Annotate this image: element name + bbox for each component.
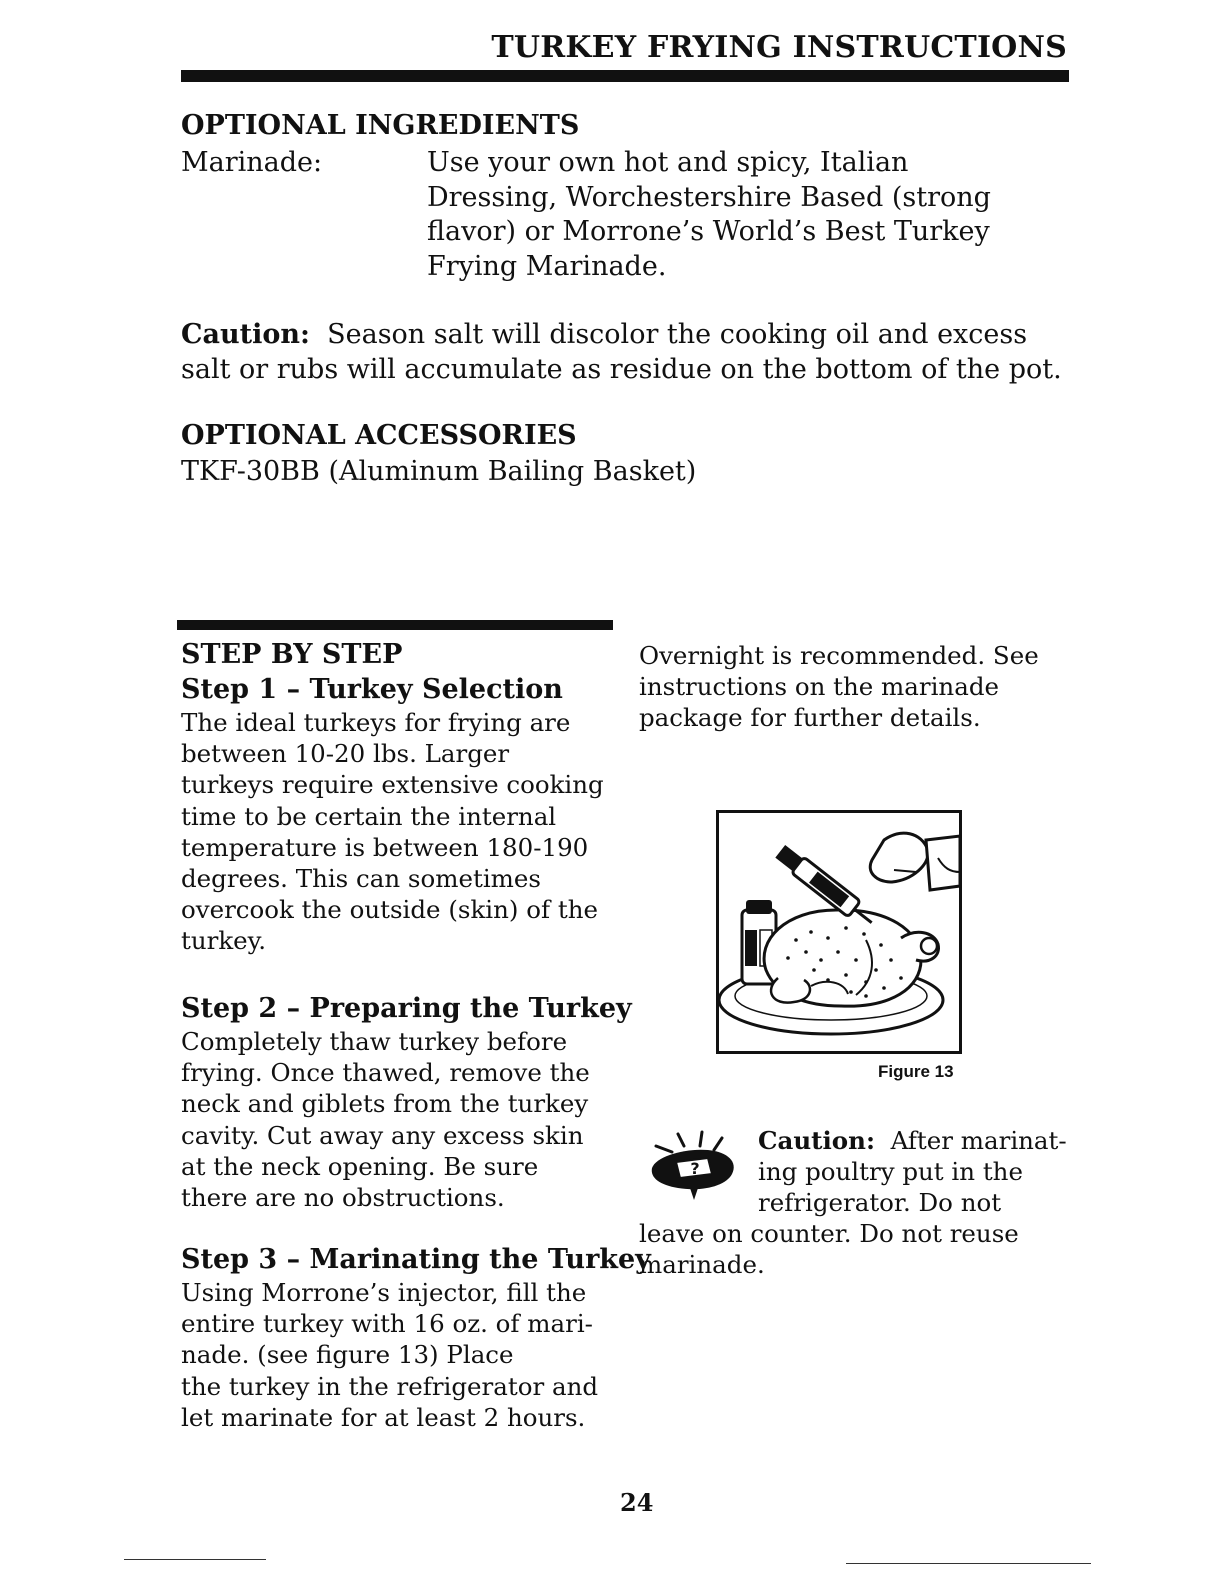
step-3-line: nade. (see figure 13) Place bbox=[181, 1340, 514, 1370]
caution-label: Caution: bbox=[758, 1126, 876, 1155]
step-1-line: time to be certain the internal bbox=[181, 801, 557, 831]
caution-label: Caution: bbox=[181, 319, 310, 350]
note-line: package for further details. bbox=[639, 703, 981, 733]
season-salt-caution bbox=[181, 318, 1062, 387]
overnight-note bbox=[639, 640, 1039, 734]
step-1-line: overcook the outside (skin) of the bbox=[181, 895, 598, 925]
step-3-line: entire turkey with 16 oz. of mari- bbox=[181, 1309, 593, 1339]
step-3-title: Step 3 – Marinating the Turkey bbox=[181, 1244, 651, 1275]
page-number: 24 bbox=[620, 1488, 654, 1517]
caution-text: After marinat- bbox=[890, 1126, 1067, 1155]
step-1-title: Step 1 – Turkey Selection bbox=[181, 674, 563, 705]
caution-text: leave on counter. Do not reuse bbox=[639, 1219, 1019, 1248]
marinade-line: Use your own hot and spicy, Italian bbox=[427, 147, 909, 178]
caution-text: Season salt will discolor the cooking oil and excess bbox=[327, 319, 1028, 350]
step-1-line: between 10-20 lbs. Larger bbox=[181, 739, 510, 769]
caution-text: marinade. bbox=[639, 1250, 765, 1280]
marinade-label: Marinade: bbox=[181, 147, 323, 178]
optional-ingredients-heading: OPTIONAL INGREDIENTS bbox=[181, 110, 580, 141]
marinade-line: Dressing, Worchestershire Based (strong bbox=[427, 181, 991, 213]
footer-rule bbox=[124, 1559, 266, 1560]
marinating-caution-cont bbox=[639, 1218, 1019, 1280]
step-2 bbox=[181, 992, 632, 1213]
page-title: TURKEY FRYING INSTRUCTIONS bbox=[491, 30, 1067, 65]
step-1-line: turkey. bbox=[181, 926, 267, 956]
note-line: instructions on the marinade bbox=[639, 672, 999, 702]
header-rule bbox=[181, 70, 1069, 82]
step-1-line: The ideal turkeys for frying are bbox=[181, 708, 571, 737]
marinating-caution bbox=[758, 1125, 1067, 1219]
marinade-line: Frying Marinade. bbox=[427, 250, 667, 282]
step-3 bbox=[181, 1243, 651, 1433]
step-2-line: Completely thaw turkey before bbox=[181, 1027, 568, 1056]
footer-rule bbox=[846, 1563, 1091, 1564]
step-2-line: neck and giblets from the turkey bbox=[181, 1089, 589, 1119]
step-3-line: the turkey in the refrigerator and bbox=[181, 1371, 599, 1401]
figure-caption: Figure 13 bbox=[878, 1062, 954, 1081]
turkey-injection-illustration bbox=[716, 810, 962, 1054]
marinade-description bbox=[427, 146, 991, 284]
step-1 bbox=[181, 673, 604, 957]
svg-text:?: ? bbox=[690, 1159, 700, 1178]
step-2-line: at the neck opening. Be sure bbox=[181, 1151, 539, 1181]
step-3-line: Using Morrone’s injector, fill the bbox=[181, 1278, 587, 1307]
step-1-line: degrees. This can sometimes bbox=[181, 864, 541, 894]
accessory-item: TKF-30BB (Aluminum Bailing Basket) bbox=[181, 456, 697, 487]
marinade-line: flavor) or Morrone’s World’s Best Turkey bbox=[427, 216, 990, 247]
step-3-line: let marinate for at least 2 hours. bbox=[181, 1402, 586, 1432]
caution-hand-icon bbox=[646, 1130, 746, 1202]
note-line: Overnight is recommended. See bbox=[639, 641, 1039, 670]
step-1-line: temperature is between 180-190 bbox=[181, 832, 589, 862]
step-2-line: frying. Once thawed, remove the bbox=[181, 1058, 590, 1088]
step-2-line: there are no obstructions. bbox=[181, 1183, 505, 1213]
step-by-step-heading: STEP BY STEP bbox=[181, 639, 403, 670]
caution-text: ing poultry put in the bbox=[758, 1157, 1023, 1187]
step-2-title: Step 2 – Preparing the Turkey bbox=[181, 993, 632, 1024]
caution-text: refrigerator. Do not bbox=[758, 1188, 1002, 1218]
section-rule bbox=[177, 620, 613, 630]
step-2-line: cavity. Cut away any excess skin bbox=[181, 1120, 584, 1150]
optional-accessories-heading: OPTIONAL ACCESSORIES bbox=[181, 420, 577, 451]
caution-text: salt or rubs will accumulate as residue on the bottom of the pot. bbox=[181, 353, 1062, 385]
step-1-line: turkeys require extensive cooking bbox=[181, 770, 604, 800]
